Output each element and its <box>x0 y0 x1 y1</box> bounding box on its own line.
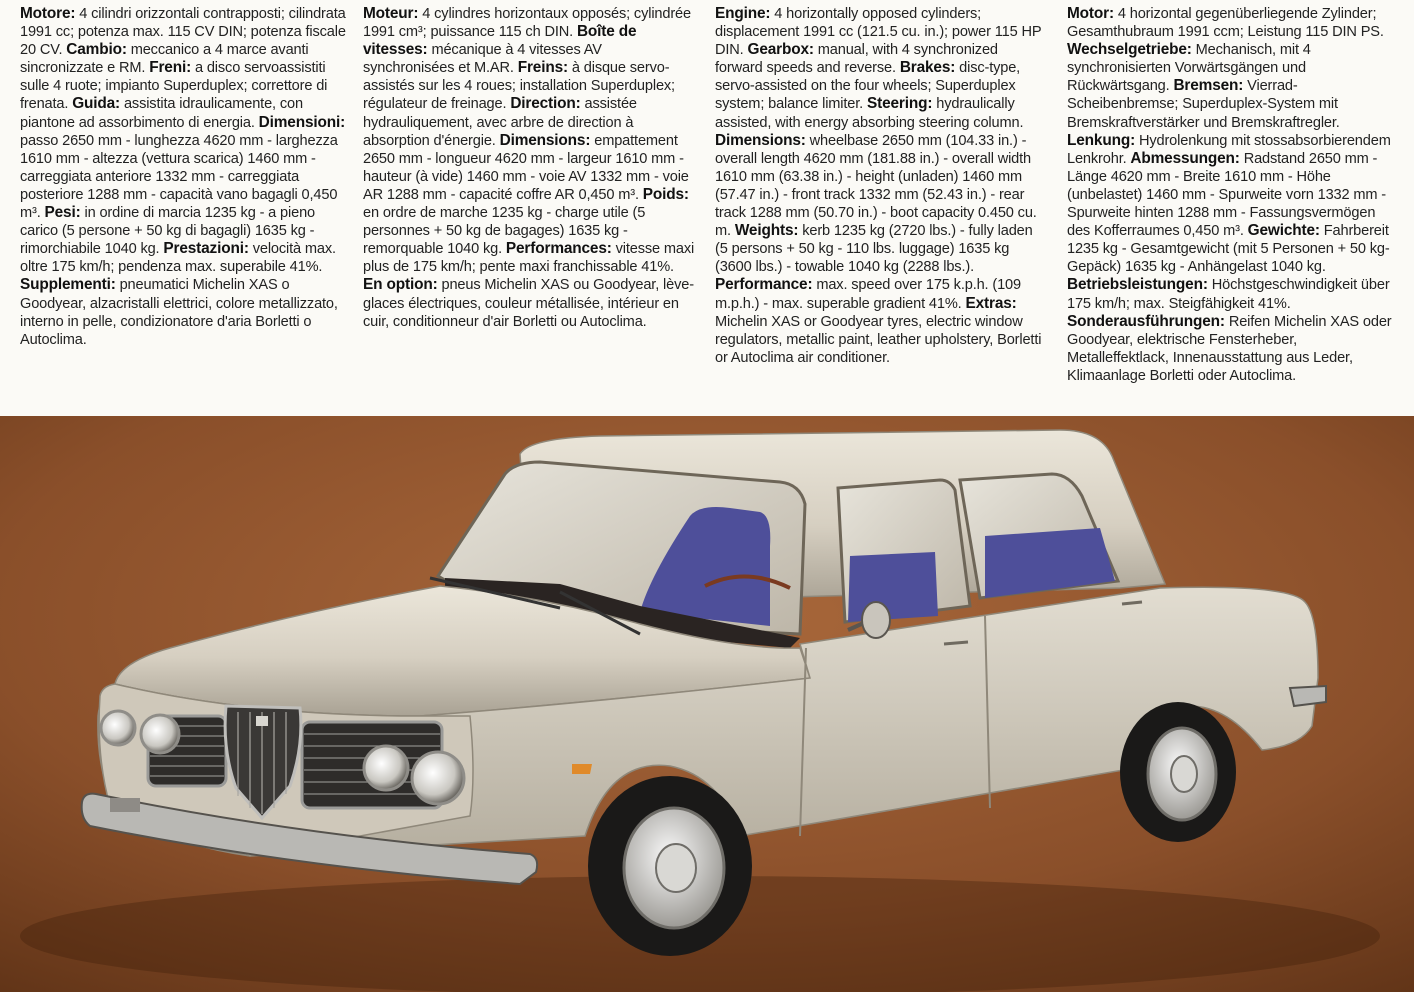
spec-text: 4 cilindri orizzontali contrapposti; cilindrata 1991 cc; potenza max. 115 CV DIN; potenza fiscale 20 CV. <box>20 6 346 59</box>
spec-text: 4 horizontally opposed cylinders; displacement 1991 cc (121.5 cu. in.); power 115 HP DIN. <box>715 6 1042 59</box>
spec-text: Vierrad-Scheibenbremse; Superduplex-System mit Bremskraftverstärker und Bremskraftregler. <box>1067 78 1340 131</box>
front-wheel <box>588 776 752 956</box>
spec-text: en ordre de marche 1235 kg - charge utile (5 personnes + 50 kg de bagages) 1635 kg - remorquable 1040 kg. <box>363 205 646 258</box>
spec-label: Weights: <box>734 222 799 240</box>
spec-text: passo 2650 mm - lunghezza 4620 mm - larghezza 1610 mm - altezza (vettura scarica) 1460 mm - carreggiata anteriore 1332 mm - carreggiata posteriore 1288 mm - capacità vano bagagli 0,450 m³. <box>20 132 338 222</box>
spec-label: Dimensions: <box>715 131 806 149</box>
spec-text: in ordine di marcia 1235 kg - a pieno carico (5 persone + 50 kg di bagagli) 1635 kg - rimorchiabile 1040 kg. <box>20 205 316 258</box>
spec-paragraph <box>20 5 352 349</box>
spec-text: assistita idraulicamente, con piantone ad assorbimento di energia. <box>20 96 303 131</box>
spec-text: a disco servoassistiti sulle 4 ruote; impianto Superduplex; correttore di frenata. <box>20 60 328 113</box>
headlamp-right-inner <box>364 746 408 790</box>
spec-label: Gewichte: <box>1247 222 1320 240</box>
spec-label: Sonderausführungen: <box>1067 312 1225 330</box>
rear-bumper <box>1290 686 1326 706</box>
spec-text: hydraulically assisted, with energy absorbing steering column. <box>715 96 1024 131</box>
spec-label: Performance: <box>715 276 813 294</box>
spec-text: Höchstgeschwindigkeit über 175 km/h; max. Steigfähigkeit 41%. <box>1067 277 1390 312</box>
spec-label: Direction: <box>510 95 581 113</box>
specs-column-italian <box>20 5 352 349</box>
spec-text: Mechanisch, mit 4 synchronisierten Vorwärtsgängen und Rückwärtsgang. <box>1067 42 1311 95</box>
specs-column-english <box>715 5 1049 367</box>
front-door-seat <box>848 552 938 622</box>
spec-label: Performances: <box>505 240 612 258</box>
badge-icon <box>256 716 268 726</box>
spec-paragraph <box>715 5 1049 367</box>
spec-label: Freni: <box>149 59 192 77</box>
spec-label: Bremsen: <box>1173 77 1244 95</box>
spec-label: Freins: <box>517 59 568 77</box>
headlamp-right-outer <box>412 752 464 804</box>
door-handle-front <box>944 642 968 644</box>
spec-text: Hydrolenkung mit stossabsorbierendem Lenkrohr. <box>1067 132 1391 167</box>
spec-label: Steering: <box>866 95 933 113</box>
spec-label: Supplementi: <box>20 276 116 294</box>
spec-label: Extras: <box>965 294 1017 312</box>
headlamp-left-inner <box>141 715 179 753</box>
spec-label: Moteur: <box>363 5 419 22</box>
spec-label: Lenkung: <box>1067 131 1136 149</box>
spec-label: Gearbox: <box>747 41 814 59</box>
spec-label: Cambio: <box>66 41 127 59</box>
spec-label: Guida: <box>72 95 121 113</box>
spec-text: assistée hydrauliquement, avec arbre de direction à absorption d'énergie. <box>363 96 637 149</box>
spec-text: meccanico a 4 marce avanti sincronizzate e RM. <box>20 42 309 77</box>
spec-label: En option: <box>363 276 438 294</box>
rear-wheel <box>1120 702 1236 842</box>
spec-label: Poids: <box>642 185 689 203</box>
spec-label: Abmessungen: <box>1130 149 1240 167</box>
spec-text: 4 horizontal gegenüberliegende Zylinder; Gesamthubraum 1991 ccm; Leistung 115 DIN PS. <box>1067 6 1384 41</box>
spec-text: 4 cylindres horizontaux opposés; cylindrée 1991 cm³; puissance 115 ch DIN. <box>363 6 691 41</box>
specifications-section <box>0 0 1414 416</box>
spec-label: Prestazioni: <box>163 240 249 258</box>
specs-column-german <box>1067 5 1397 385</box>
spec-label: Motore: <box>20 5 76 22</box>
spec-label: Dimensioni: <box>258 113 346 131</box>
spec-text: kerb 1235 kg (2720 lbs.) - fully laden (5 persons + 50 kg - 110 lbs. luggage) 1635 kg (3600 lbs.) - towable 1040 kg (2288 lbs.). <box>715 223 1033 276</box>
spec-label: Boîte de vitesses: <box>363 23 637 59</box>
license-plate-area <box>110 798 140 812</box>
spec-paragraph <box>1067 5 1397 385</box>
spec-text: à disque servo-assistés sur les 4 roues; installation Superduplex; régulateur de freinage. <box>363 60 675 113</box>
spec-text: vitesse maxi plus de 175 km/h; pente maxi franchissable 41%. <box>363 241 695 276</box>
headlamp-left-outer <box>101 711 135 745</box>
spec-text: Reifen Michelin XAS oder Goodyear, elektrische Fensterheber, Metalleffektlack, Innenausstattung aus Leder, Klimaanlage Borletti oder Autoclima. <box>1067 313 1392 384</box>
spec-text: Fahrbereit 1235 kg - Gesamtgewicht (mit 5 Personen + 50 kg-Gepäck) 1635 kg - Anhängelast 1040 kg. <box>1067 223 1390 276</box>
spec-label: Betriebsleistungen: <box>1067 276 1208 294</box>
spec-label: Motor: <box>1067 5 1114 22</box>
spec-label: Engine: <box>715 5 771 22</box>
spec-text: disc-type, servo-assisted on the four wheels; Superduplex system; balance limiter. <box>715 60 1021 113</box>
spec-text: empattement 2650 mm - longueur 4620 mm - largeur 1610 mm - hauteur (à vide) 1460 mm - voie AV 1332 mm - voie AR 1288 mm - capacité coffre AR 0,450 m³. <box>363 132 689 203</box>
spec-label: Wechselgetriebe: <box>1067 41 1192 59</box>
spec-text: mécanique à 4 vitesses AV synchronisées et M.AR. <box>363 42 602 77</box>
spec-paragraph <box>363 5 695 331</box>
spec-text: pneumatici Michelin XAS o Goodyear, alzacristalli elettrici, colore metallizzato, interno in pelle, condizionatore d'aria Borletti o Autoclima. <box>20 277 338 348</box>
spec-text: velocità max. oltre 175 km/h; pendenza max. superabile 41%. <box>20 241 336 276</box>
spec-label: Dimensions: <box>499 131 591 149</box>
car-photo <box>0 416 1414 992</box>
spec-label: Pesi: <box>44 204 81 222</box>
spec-text: manual, with 4 synchronized forward speeds and reverse. <box>715 42 998 77</box>
spec-text: Michelin XAS or Goodyear tyres, electric window regulators, metallic paint, leather upholstery, Borletti or Autoclima air conditioner. <box>715 313 1042 366</box>
spec-text: wheelbase 2650 mm (104.33 in.) - overall length 4620 mm (181.88 in.) - overall width 1610 mm (63.38 in.) - height (unladen) 1460 mm (57.47 in.) - front track 1332 mm (52.43 in.) - rear track 1288 mm (50.70 in.) - boot capacity 0.450 cu. m. <box>715 132 1037 240</box>
door-handle-rear <box>1122 602 1142 604</box>
spec-text: Radstand 2650 mm - Länge 4620 mm - Breite 1610 mm - Höhe (unbelastet) 1460 mm - Spurweite vorn 1332 mm - Spurweite hinten 1288 mm - Fassungsvermögen des Kofferraumes 0,450 m³. <box>1067 150 1387 240</box>
spec-label: Brakes: <box>899 59 956 77</box>
spec-text: max. speed over 175 k.p.h. (109 m.p.h.) - max. superable gradient 41%. <box>715 277 1021 312</box>
specs-column-french <box>363 5 695 331</box>
side-indicator <box>572 764 592 774</box>
spec-text: pneus Michelin XAS ou Goodyear, lève-glaces électriques, couleur métallisée, intérieur en cuir, conditionneur d'air Borletti ou Autoclima. <box>363 277 694 330</box>
